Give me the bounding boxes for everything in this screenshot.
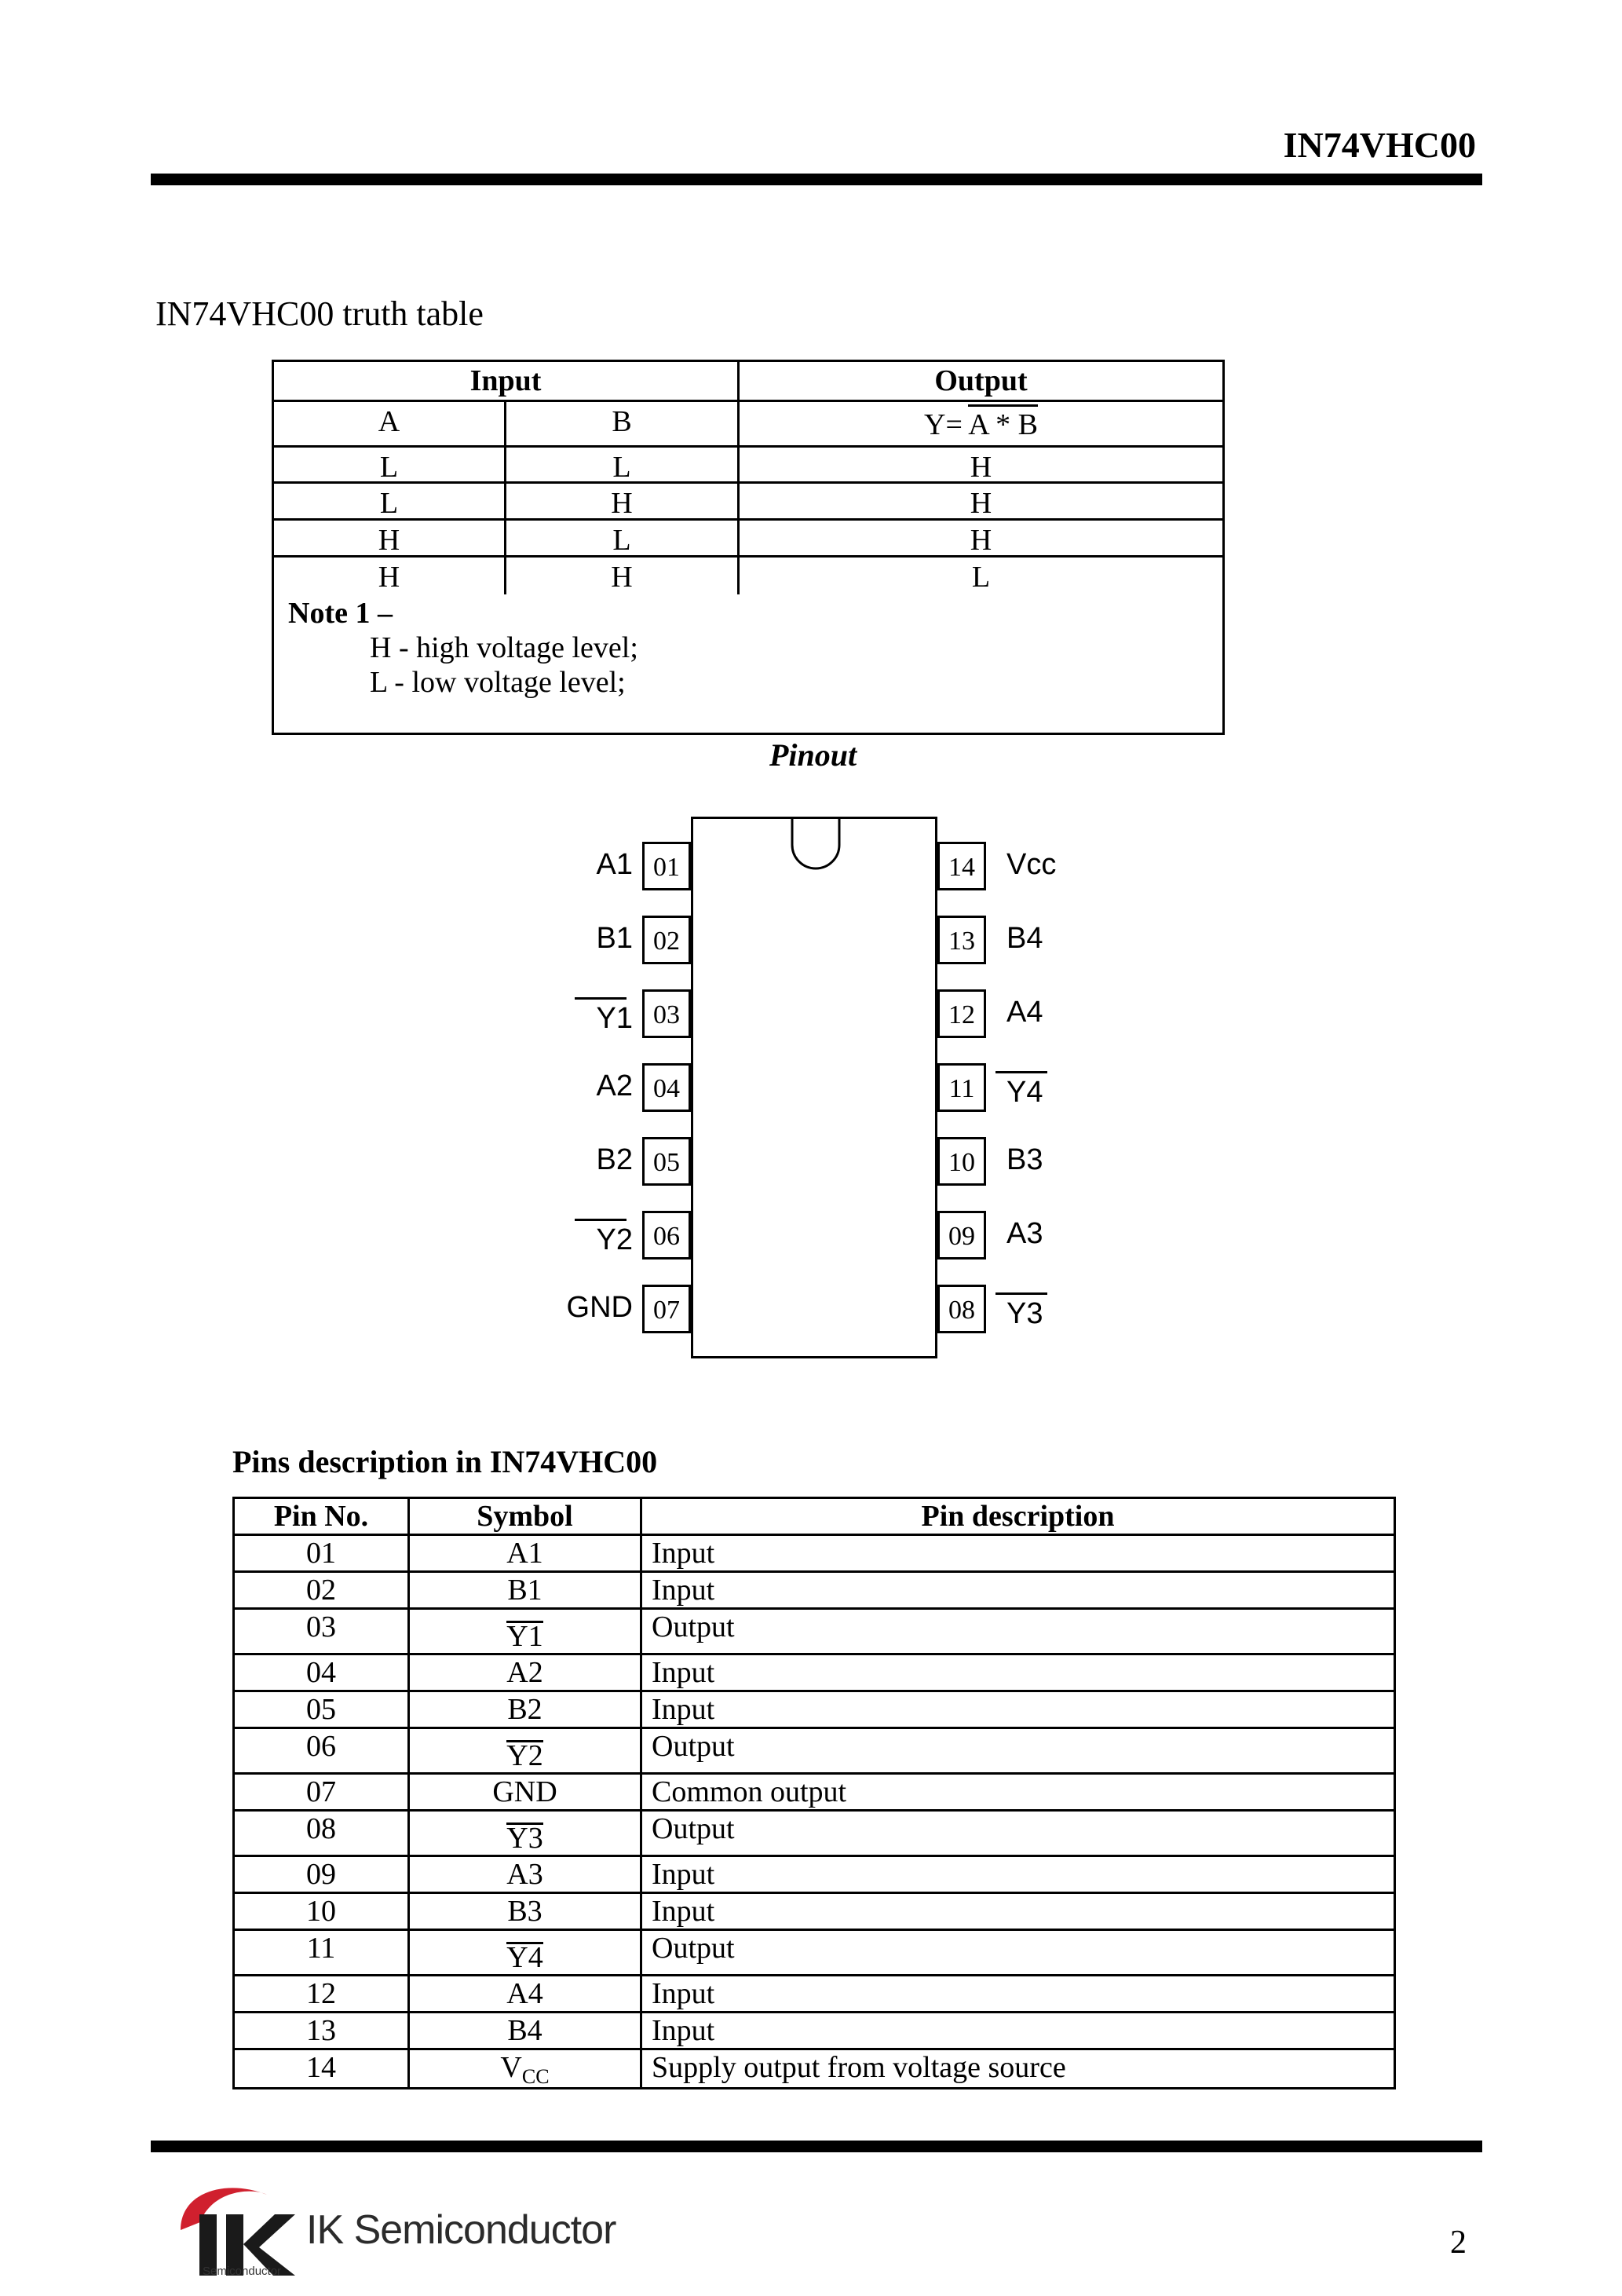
tt-note-line: L - low voltage level; <box>370 666 626 699</box>
tt-col-b: B <box>612 405 632 438</box>
pin-number-cell: 05 <box>235 1692 410 1727</box>
pin-13-box: 13 <box>937 916 986 964</box>
pins-table-title: Pins description in IN74VHC00 <box>232 1444 658 1479</box>
pin-03-label: Y1 <box>596 1002 633 1035</box>
pin-symbol-cell: Y2 <box>410 1729 642 1772</box>
pin-description-cell: Input <box>652 1693 715 1726</box>
pin-04-label: A2 <box>596 1069 633 1102</box>
logo-subtext: Semiconductor <box>203 2265 282 2278</box>
pin-08-label: Y3 <box>1006 1297 1043 1330</box>
chip-body <box>691 817 937 1358</box>
company-name: IK Semiconductor <box>306 2207 616 2253</box>
tt-cell-b: H <box>611 561 633 594</box>
pin-number-cell: 12 <box>235 1976 410 2011</box>
tt-line <box>274 400 1222 402</box>
tt-cell-a: L <box>379 487 399 520</box>
pin-number-cell: 13 <box>235 2013 410 2048</box>
pin-08-overbar <box>995 1292 1047 1295</box>
pin-number-cell: 09 <box>235 1857 410 1892</box>
tt-note-title: Note 1 – <box>288 597 393 630</box>
footer-rule <box>151 2141 1482 2152</box>
tt-cell-a: H <box>378 561 400 594</box>
pin-number-cell: 08 <box>235 1812 410 1855</box>
pin-14-box: 14 <box>937 842 986 890</box>
pin-05-box: 05 <box>642 1137 691 1186</box>
pin-description-cell: Input <box>652 1858 715 1891</box>
pin-05-label: B2 <box>596 1143 633 1176</box>
tt-line <box>274 445 1222 448</box>
tt-cell-y: L <box>971 561 991 594</box>
pin-number-cell: 02 <box>235 1573 410 1607</box>
page-number: 2 <box>1450 2225 1467 2261</box>
pin-03-overbar <box>575 997 627 1000</box>
pin-01-box: 01 <box>642 842 691 890</box>
pin-10-label: B3 <box>1006 1143 1043 1176</box>
tt-cell-b: L <box>612 524 631 557</box>
tt-cell-a: L <box>379 451 399 484</box>
pin-13-label: B4 <box>1006 922 1043 955</box>
tt-cell-a: H <box>378 524 400 557</box>
pin-description-cell: Input <box>652 1574 715 1607</box>
pin-description-cell: Input <box>652 1537 715 1570</box>
table-row <box>235 1536 1394 1573</box>
pin-symbol-cell: A4 <box>410 1976 642 2011</box>
truth-table <box>272 360 1225 735</box>
pin-03-box: 03 <box>642 989 691 1038</box>
tt-formula-nand: A * B <box>968 404 1038 441</box>
table-row <box>235 1692 1394 1729</box>
pin-06-overbar <box>575 1219 627 1221</box>
table-row <box>235 1976 1394 2013</box>
pin-description-cell: Output <box>652 1812 735 1845</box>
chip-notch <box>787 817 844 879</box>
header-rule <box>151 174 1482 185</box>
tt-cell-y: H <box>970 524 992 557</box>
pin-symbol-cell: A3 <box>410 1857 642 1892</box>
header-symbol: Symbol <box>410 1499 642 1534</box>
table-row <box>235 1775 1394 1812</box>
pin-description-cell: Input <box>652 1656 715 1689</box>
tt-output-formula <box>740 408 1222 442</box>
pin-01-label: A1 <box>596 848 633 881</box>
pin-number-cell: 14 <box>235 2050 410 2087</box>
table-row <box>235 2050 1394 2087</box>
pin-07-box: 07 <box>642 1285 691 1333</box>
pins-table-header <box>235 1499 1394 1536</box>
table-row <box>235 1610 1394 1655</box>
pin-symbol-cell: Y4 <box>410 1931 642 1974</box>
pin-symbol-cell: Y1 <box>410 1610 642 1653</box>
tt-formula-prefix: Y= <box>924 408 963 441</box>
document-id: IN74VHC00 <box>1283 125 1476 165</box>
pin-number-cell: 11 <box>235 1931 410 1974</box>
tt-cell-y: H <box>970 487 992 520</box>
tt-cell-b: L <box>612 451 631 484</box>
pin-symbol-cell: A1 <box>410 1536 642 1570</box>
table-row <box>235 1894 1394 1931</box>
pin-number-cell: 10 <box>235 1894 410 1929</box>
pin-04-box: 04 <box>642 1063 691 1112</box>
truth-table-title: IN74VHC00 truth table <box>155 294 484 333</box>
header-pin-no: Pin No. <box>235 1499 410 1534</box>
pin-10-box: 10 <box>937 1137 986 1186</box>
pin-06-label: Y2 <box>596 1223 633 1256</box>
table-row <box>235 1931 1394 1976</box>
pin-symbol-cell: GND <box>410 1775 642 1809</box>
pin-symbol-cell: B3 <box>410 1894 642 1929</box>
pin-symbol-cell: $V_{CC}$ <box>410 2050 642 2087</box>
pin-number-cell: 01 <box>235 1536 410 1570</box>
pin-09-box: 09 <box>937 1211 986 1260</box>
pin-number-cell: 04 <box>235 1655 410 1690</box>
table-row <box>235 1729 1394 1775</box>
pin-11-box: 11 <box>937 1063 986 1112</box>
pin-symbol-cell: A2 <box>410 1655 642 1690</box>
pin-08-box: 08 <box>937 1285 986 1333</box>
table-row <box>235 2013 1394 2050</box>
table-row <box>235 1573 1394 1610</box>
pin-12-label: A4 <box>1006 996 1043 1029</box>
pin-symbol-cell: Y3 <box>410 1812 642 1855</box>
pin-description-cell: Input <box>652 2014 715 2047</box>
pins-table <box>232 1497 1396 2089</box>
tt-col-a: A <box>378 405 400 438</box>
pin-description-cell: Output <box>652 1730 735 1763</box>
tt-output-header: Output <box>934 364 1028 397</box>
tt-cell-y: H <box>970 451 992 484</box>
table-row <box>235 1812 1394 1857</box>
pin-number-cell: 03 <box>235 1610 410 1653</box>
pin-symbol-cell: B1 <box>410 1573 642 1607</box>
pin-02-label: B1 <box>596 922 633 955</box>
pin-description-cell: Input <box>652 1895 715 1928</box>
pin-11-label: Y4 <box>1006 1076 1043 1109</box>
pin-symbol-cell: B2 <box>410 1692 642 1727</box>
pin-description-cell: Common output <box>652 1775 847 1808</box>
table-row <box>235 1655 1394 1692</box>
pin-number-cell: 06 <box>235 1729 410 1772</box>
pin-09-label: A3 <box>1006 1217 1043 1250</box>
logo-swoosh <box>181 2188 267 2230</box>
tt-note-line: H - high voltage level; <box>370 631 638 664</box>
tt-cell-b: H <box>611 487 633 520</box>
pin-14-label: Vcc <box>1006 848 1057 881</box>
pin-description-cell: Output <box>652 1610 735 1643</box>
pin-number-cell: 07 <box>235 1775 410 1809</box>
pin-12-box: 12 <box>937 989 986 1038</box>
pin-description-cell: Output <box>652 1932 735 1965</box>
pin-symbol-cell: B4 <box>410 2013 642 2048</box>
pin-description-cell: Supply output from voltage source <box>652 2051 1066 2084</box>
pins-table-body <box>235 1536 1394 2087</box>
pin-07-label: GND <box>566 1291 633 1324</box>
pinout-title: Pinout <box>769 737 857 773</box>
pin-description-cell: Input <box>652 1977 715 2010</box>
pin-11-overbar <box>995 1071 1047 1073</box>
tt-input-header: Input <box>469 364 542 397</box>
pin-02-box: 02 <box>642 916 691 964</box>
pin-06-box: 06 <box>642 1211 691 1260</box>
table-row <box>235 1857 1394 1894</box>
header-description: Pin description <box>921 1500 1115 1533</box>
